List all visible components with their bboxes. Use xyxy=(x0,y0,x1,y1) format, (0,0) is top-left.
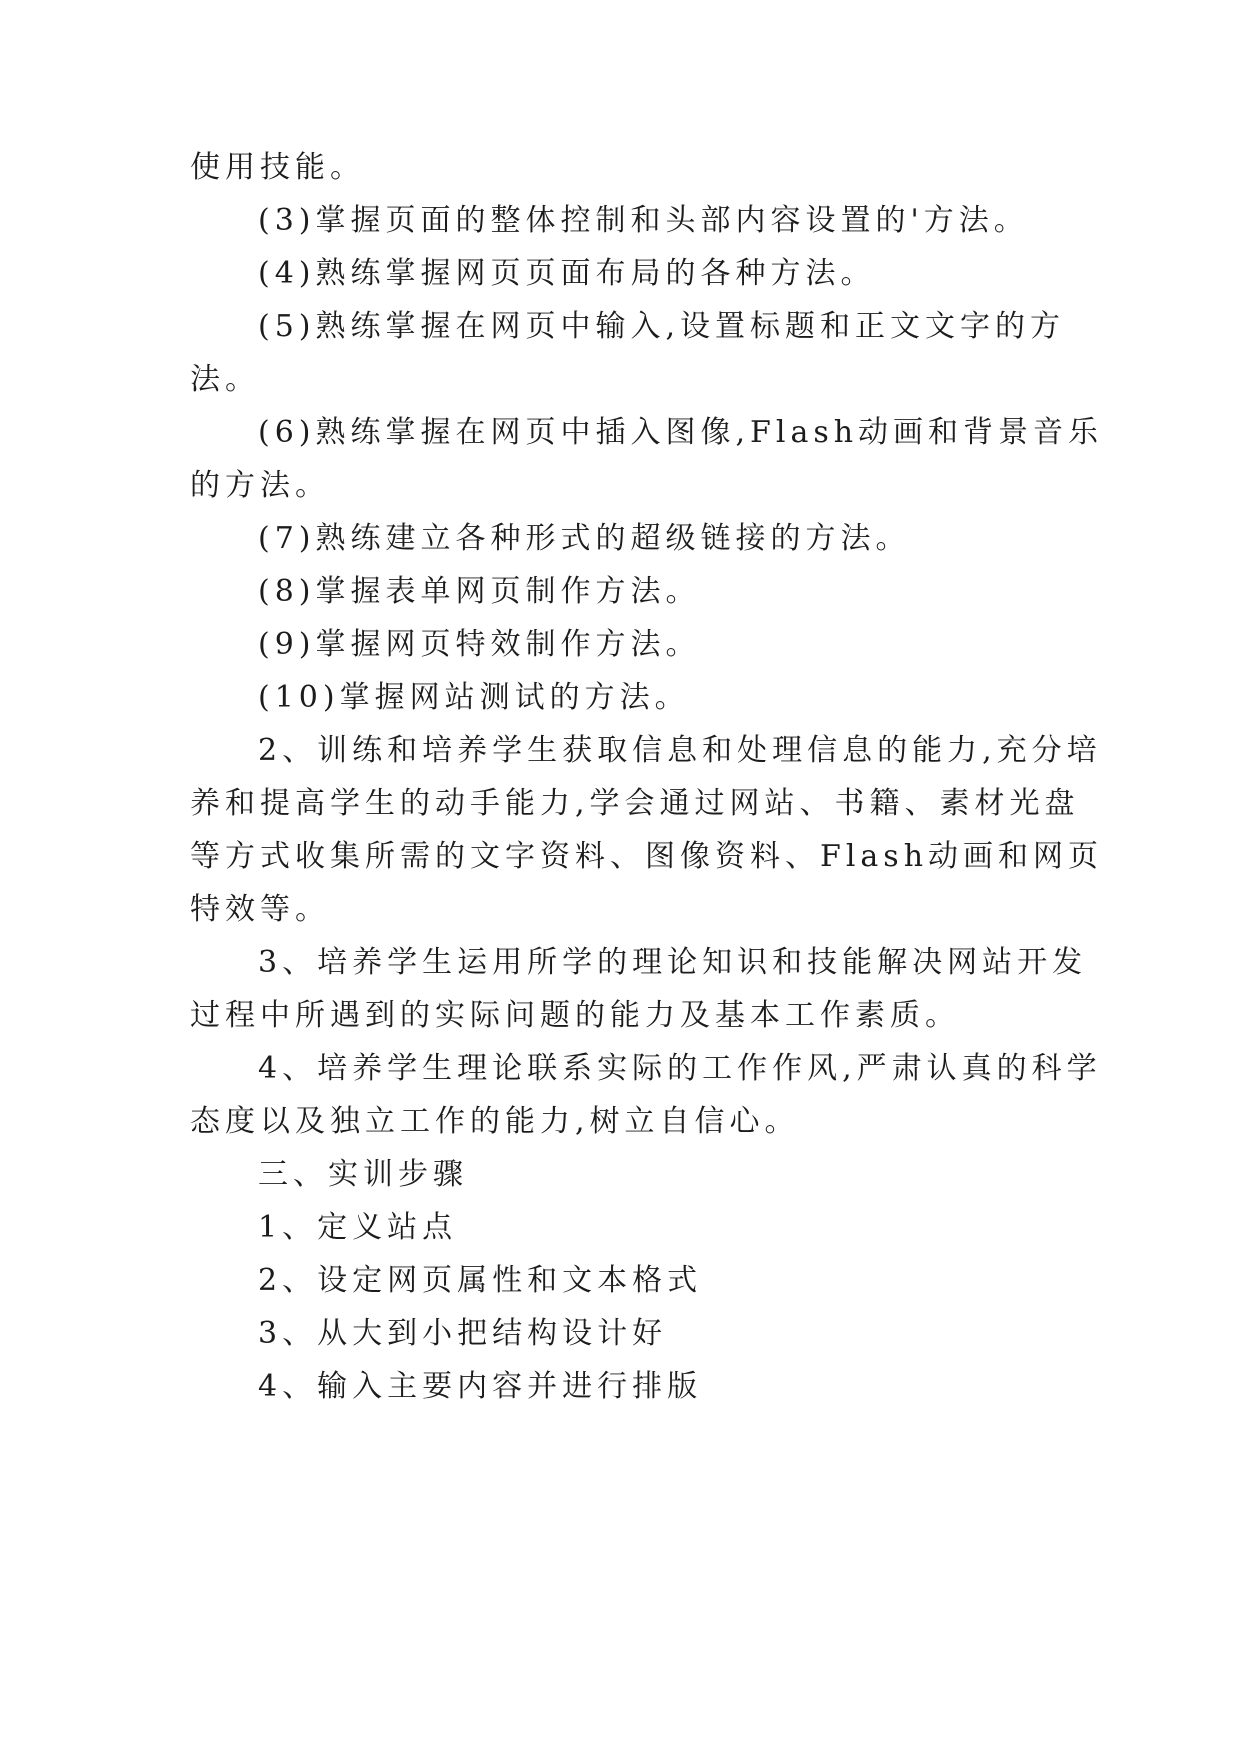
text-line: 使用技能。 xyxy=(190,150,365,185)
section-heading: 三、实训步骤 xyxy=(258,1157,468,1192)
text-line: (3)掌握页面的整体控制和头部内容设置的'方法。 xyxy=(258,203,1029,238)
text-line: 特效等。 xyxy=(190,892,330,927)
step-item: 4、输入主要内容并进行排版 xyxy=(258,1369,703,1404)
text-line: 态度以及独立工作的能力,树立自信心。 xyxy=(190,1104,800,1139)
step-item: 1、定义站点 xyxy=(258,1210,458,1245)
text-line: (4)熟练掌握网页页面布局的各种方法。 xyxy=(258,256,876,291)
text-line: 4、培养学生理论联系实际的工作作风,严肃认真的科学 xyxy=(258,1051,1102,1086)
text-line: 等方式收集所需的文字资料、图像资料、Flash动画和网页 xyxy=(190,839,1104,874)
text-line: 2、训练和培养学生获取信息和处理信息的能力,充分培 xyxy=(258,733,1102,768)
text-line: 3、培养学生运用所学的理论知识和技能解决网站开发 xyxy=(258,945,1088,980)
text-line: 的方法。 xyxy=(190,468,330,503)
text-line: (8)掌握表单网页制作方法。 xyxy=(258,574,701,609)
step-item: 2、设定网页属性和文本格式 xyxy=(258,1263,703,1298)
step-item: 3、从大到小把结构设计好 xyxy=(258,1316,668,1351)
text-line: (7)熟练建立各种形式的超级链接的方法。 xyxy=(258,521,911,556)
text-line: (9)掌握网页特效制作方法。 xyxy=(258,627,701,662)
text-line: (10)掌握网站测试的方法。 xyxy=(258,680,690,715)
text-line: (6)熟练掌握在网页中插入图像,Flash动画和背景音乐 xyxy=(258,415,1104,450)
text-line: 过程中所遇到的实际问题的能力及基本工作素质。 xyxy=(190,998,960,1033)
text-line: (5)熟练掌握在网页中输入,设置标题和正文文字的方 xyxy=(258,309,1066,344)
text-line: 养和提高学生的动手能力,学会通过网站、书籍、素材光盘 xyxy=(190,786,1080,821)
text-line: 法。 xyxy=(190,362,260,397)
